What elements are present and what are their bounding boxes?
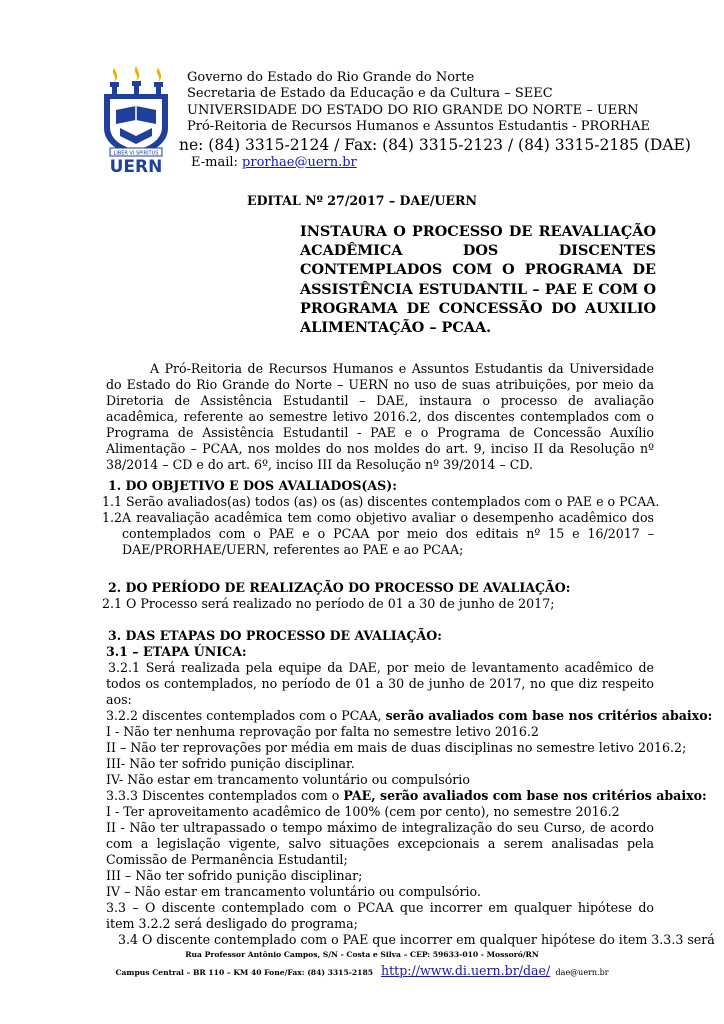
- edital-number: EDITAL Nº 27/2017 – DAE/UERN: [247, 193, 477, 208]
- uern-logo: [96, 66, 176, 174]
- section-2-title: 2. DO PERÍODO DE REALIZAÇÃO DO PROCESSO DE AVALIAÇÃO:: [108, 580, 571, 595]
- item-1-2-text: A reavaliação acadêmica tem como objetivo avaliar o desempenho acadêmico dos contemplados com o PAE e o PCAA por meio dos editais nº 15 e 16/2017 – DAE/PRORHAE/UERN, referentes ao PAE e ao PCAA;: [122, 510, 654, 557]
- header-email-line: [191, 155, 707, 171]
- criterion-pcaa-4: IV- Não estar em trancamento voluntário ou compulsório: [106, 772, 470, 787]
- uern-crest-icon: [96, 66, 176, 174]
- section-2: [102, 580, 654, 612]
- footer-website-link[interactable]: http://www.di.uern.br/dae/: [380, 963, 551, 978]
- email-label: E-mail:: [191, 154, 238, 170]
- section-1-title: 1. DO OBJETIVO E DOS AVALIADOS(AS):: [108, 478, 397, 493]
- item-1-2-number: 1.2: [102, 510, 123, 525]
- etapa-unica: 3.1 – ETAPA ÚNICA:: [106, 644, 247, 659]
- section-1: [102, 478, 660, 558]
- footer-campus: Campus Central – BR 110 – KM 40 Fone/Fax: (84) 3315-2185: [115, 968, 374, 977]
- criterion-pcaa-3: III- Não ter sofrido punição disciplinar.: [106, 756, 355, 771]
- header-phones: ne: (84) 3315-2124 / Fax: (84) 3315-2123 / (84) 3315-2185 (DAE): [179, 135, 691, 154]
- item-3-2-2: [106, 708, 713, 724]
- logo-motto: LIBER VI SPIRITUS: [113, 150, 159, 157]
- header-line-secretariat: Secretaria de Estado da Educação e da Cultura – SEEC: [187, 86, 553, 102]
- section-3-title: 3. DAS ETAPAS DO PROCESSO DE AVALIAÇÃO:: [108, 628, 442, 643]
- email-link[interactable]: prorhae@uern.br: [242, 154, 357, 170]
- item-3-2-2-bold: serão avaliados com base nos critérios abaixo:: [385, 708, 713, 723]
- intro-paragraph: A Pró-Reitoria de Recursos Humanos e Assuntos Estudantis da Universidade do Estado do Rio Grande do Norte – UERN no uso de suas atribuições, por meio da Diretoria de Assistência Estudantil – DAE, instaura o processo de avaliação acadêmica, referente ao semestre letivo 2016.2, dos discentes contemplados com o Programa de Assistência Estudantil - PAE e o Programa de Concessão Auxílio Alimentação – PCAA, nos moldes do nos moldes do art. 9, inciso II da Resolução nº 38/2014 – CD e do art. 6º, inciso III da Resolução nº 39/2014 – CD.: [106, 361, 654, 472]
- item-3-2-2-text: 3.2.2 discentes contemplados com o PCAA,: [106, 708, 386, 723]
- criterion-pcaa-1: I - Não ter nenhuma reprovação por falta no semestre letivo 2016.2: [106, 724, 539, 739]
- section-3: [106, 628, 715, 948]
- criterion-pae-3: III – Não ter sofrido punição disciplinar;: [106, 868, 363, 883]
- item-3-3-3: [106, 788, 707, 804]
- header-line-government: Governo do Estado do Rio Grande do Norte: [187, 70, 475, 85]
- criterion-pae-2: II - Não ter ultrapassado o tempo máximo de integralização do seu Curso, de acordo com a legislação vigente, salvo situações excepcionais a serem analisadas pela Comissão de Permanência Estudantil;: [106, 820, 654, 867]
- item-3-3: 3.3 – O discente contemplado com o PCAA que incorrer em qualquer hipótese do item 3.2.2 será desligado do programa;: [106, 900, 654, 931]
- footer-campus-line: [0, 963, 724, 981]
- header-line-prorhae: Pró-Reitoria de Recursos Humanos e Assuntos Estudantis - PRORHAE: [187, 119, 650, 135]
- criterion-pcaa-2: II – Não ter reprovações por média em mais de duas disciplinas no semestre letivo 2016.2;: [106, 740, 687, 755]
- logo-name: UERN: [109, 157, 163, 174]
- criterion-pae-4: IV – Não estar em trancamento voluntário ou compulsório.: [106, 884, 481, 899]
- letterhead: [179, 70, 707, 171]
- item-1-2: [102, 510, 654, 558]
- item-3-4: 3.4 O discente contemplado com o PAE que incorrer em qualquer hipótese do item 3.3.3 será: [118, 932, 715, 947]
- footer-email: dae@uern.br: [555, 968, 609, 977]
- header-line-university: UNIVERSIDADE DO ESTADO DO RIO GRANDE DO NORTE – UERN: [187, 102, 639, 118]
- item-1-1: 1.1 Serão avaliados(as) todos (as) os (as) discentes contemplados com o PAE e o PCAA.: [102, 494, 660, 509]
- criterion-pae-1: I - Ter aproveitamento acadêmico de 100% (cem por cento), no semestre 2016.2: [106, 804, 620, 819]
- item-3-3-3-bold: PAE, serão avaliados com base nos critérios abaixo:: [343, 788, 707, 803]
- item-3-2-1: 3.2.1 Será realizada pela equipe da DAE, por meio de levantamento acadêmico de todos os contemplados, no período de 01 a 30 de junho de 2017, no que diz respeito aos:: [106, 660, 654, 707]
- item-3-3-3-text: 3.3.3 Discentes contemplados com o: [106, 788, 344, 803]
- footer-address: Rua Professor Antônio Campos, S/N - Costa e Silva – CEP: 59633-010 - Mossoró/RN: [185, 950, 539, 959]
- edital-title: INSTAURA O PROCESSO DE REAVALIAÇÃO ACADÊMICA DOS DISCENTES CONTEMPLADOS COM O PROGRAMA DE ASSISTÊNCIA ESTUDANTIL – PAE E COM O PROGRAMA DE CONCESSÃO DO AUXILIO ALIMENTAÇÃO – PCAA.: [300, 223, 656, 337]
- item-2-1: 2.1 O Processo será realizado no período de 01 a 30 de junho de 2017;: [102, 596, 555, 611]
